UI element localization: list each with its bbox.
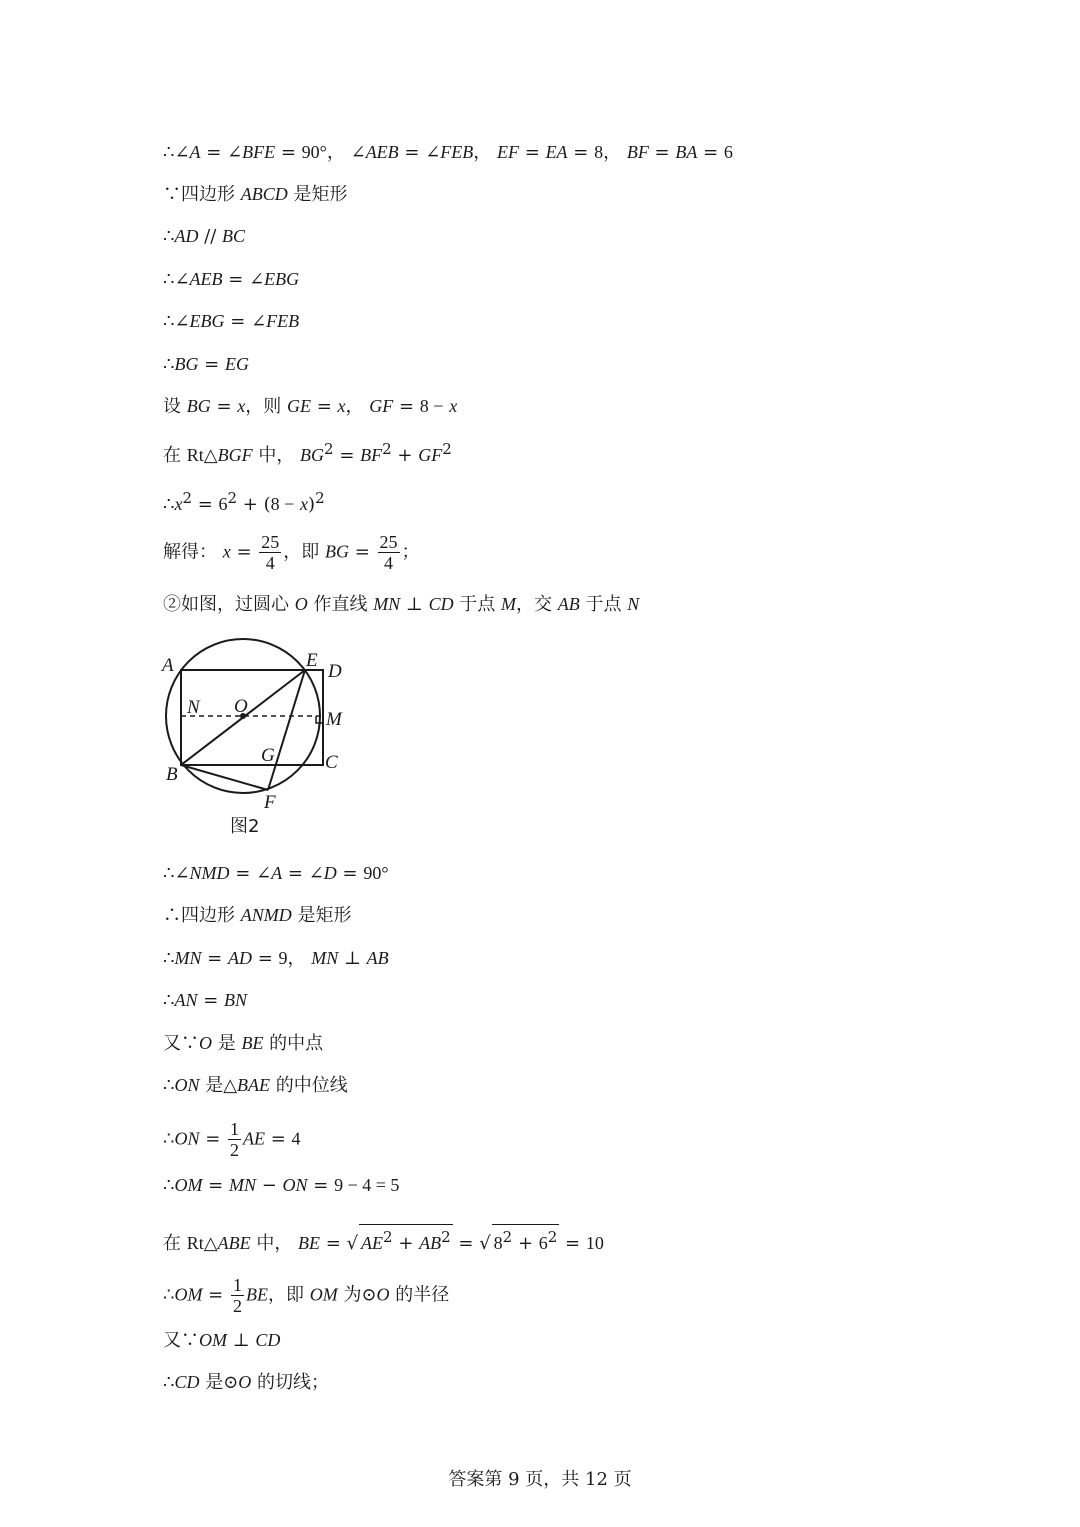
line-14: ∴MN = AD = 9， MN ⊥ AB [163, 948, 389, 969]
line-20: 在 Rt△ABE 中， BE = √ $AE^2 + AB^2$ = √ $8^2 + 6^2 = 10$ [163, 1224, 604, 1256]
line-13: ∴四边形 ANMD 是矩形 [163, 905, 352, 926]
line-7: 设 BG = x，则 GE = x， GF = 8 − x [163, 396, 458, 417]
line-6: ∴BG = EG [163, 354, 249, 375]
figure-caption: 图2 [230, 816, 260, 837]
label-c: C [325, 752, 338, 773]
line-21: ∴OM = $\frac{1}{2}$ BE，即 OM 为⊙O 的半径 [163, 1275, 450, 1316]
line-1: ∴∠A = ∠BFE = 90°， ∠AEB = ∠FEB， EF = EA = 8， BF = BA = 6 [163, 142, 733, 163]
rectangle-abcd [181, 670, 323, 765]
line-17: ∴ON 是△BAE 的中位线 [163, 1075, 348, 1096]
segment-bf [181, 765, 268, 790]
page-footer: 答案第 9 页，共 12 页 [448, 1469, 632, 1490]
label-e: E [306, 650, 318, 671]
line-5: ∴∠EBG = ∠FEB [163, 311, 300, 332]
label-b: B [166, 764, 178, 785]
line-11: ②如图，过圆心 O 作直线 MN ⊥ CD 于点 M，交 AB 于点 N [163, 594, 640, 615]
line-12: ∴∠NMD = ∠A = ∠D = 90° [163, 863, 389, 884]
line-16: 又∵O 是 BE 的中点 [163, 1033, 324, 1054]
geometry-figure [150, 630, 370, 845]
label-d: D [328, 661, 342, 682]
label-o: O [234, 696, 248, 717]
line-22: 又∵OM ⊥ CD [163, 1330, 281, 1351]
label-f: F [264, 792, 276, 813]
label-a: A [162, 655, 174, 676]
line-19: ∴OM = MN − ON = 9 − 4 = 5 [163, 1175, 400, 1196]
line-4: ∴∠AEB = ∠EBG [163, 269, 300, 290]
line-23: ∴CD 是⊙O 的切线； [163, 1372, 330, 1393]
label-g: G [261, 745, 275, 766]
label-m: M [326, 709, 342, 730]
line-2: ∵四边形 ABCD 是矩形 [163, 184, 348, 205]
line-10: 解得： x = $\frac{25}{4}$ ，即 BG = $\frac{25}{4}$ ； [163, 532, 420, 573]
line-9: $\therefore x^2 = 6^2 + (8 - x)^2$ [163, 489, 325, 515]
line-3: ∴AD // BC [163, 226, 246, 247]
line-18: ∴ON = $\frac{1}{2}$ AE = 4 [163, 1119, 301, 1160]
segment-ef [268, 670, 305, 790]
line-15: ∴AN = BN [163, 990, 248, 1011]
line-8: 在 Rt△BGF 中， $BG^2 = BF^2 + GF^2$ [163, 440, 452, 466]
label-n: N [187, 697, 200, 718]
